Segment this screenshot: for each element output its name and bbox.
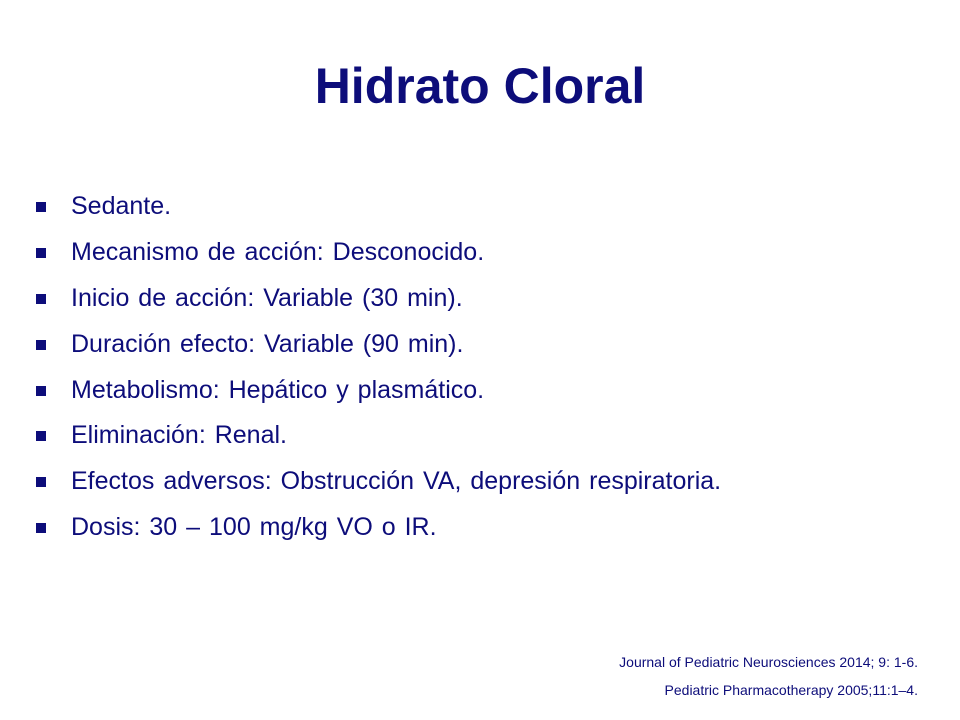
references (619, 648, 918, 704)
bullet-text: Inicio de acción: Variable (30 min). (71, 283, 463, 312)
square-bullet-icon (36, 248, 46, 258)
square-bullet-icon (36, 523, 46, 533)
bullet-item (36, 367, 721, 413)
bullet-text: Mecanismo de acción: Desconocido. (71, 238, 485, 267)
bullet-item (36, 413, 721, 459)
bullet-text: Sedante. (71, 192, 172, 221)
bullet-item (36, 321, 721, 367)
reference-citation: Pediatric Pharmacotherapy 2005;11:1–4. (664, 682, 918, 698)
slide-title: Hidrato Cloral (314, 58, 646, 114)
square-bullet-icon (36, 294, 46, 304)
bullet-text: Duración efecto: Variable (90 min). (71, 329, 464, 358)
bullet-text: Dosis: 30 – 100 mg/kg VO o IR. (71, 512, 437, 541)
square-bullet-icon (36, 202, 46, 212)
square-bullet-icon (36, 431, 46, 441)
bullet-item (36, 184, 721, 230)
bullet-item (36, 230, 721, 276)
bullet-item (36, 459, 721, 505)
bullet-text: Metabolismo: Hepático y plasmático. (71, 375, 485, 404)
square-bullet-icon (36, 477, 46, 487)
bullet-text: Efectos adversos: Obstrucción VA, depresión respiratoria. (71, 467, 722, 496)
bullet-list (36, 184, 721, 550)
square-bullet-icon (36, 340, 46, 350)
bullet-item (36, 505, 721, 551)
bullet-item (36, 276, 721, 322)
square-bullet-icon (36, 386, 46, 396)
bullet-text: Eliminación: Renal. (71, 421, 287, 450)
reference-citation: Journal of Pediatric Neurosciences 2014; 9: 1-6. (619, 654, 918, 670)
